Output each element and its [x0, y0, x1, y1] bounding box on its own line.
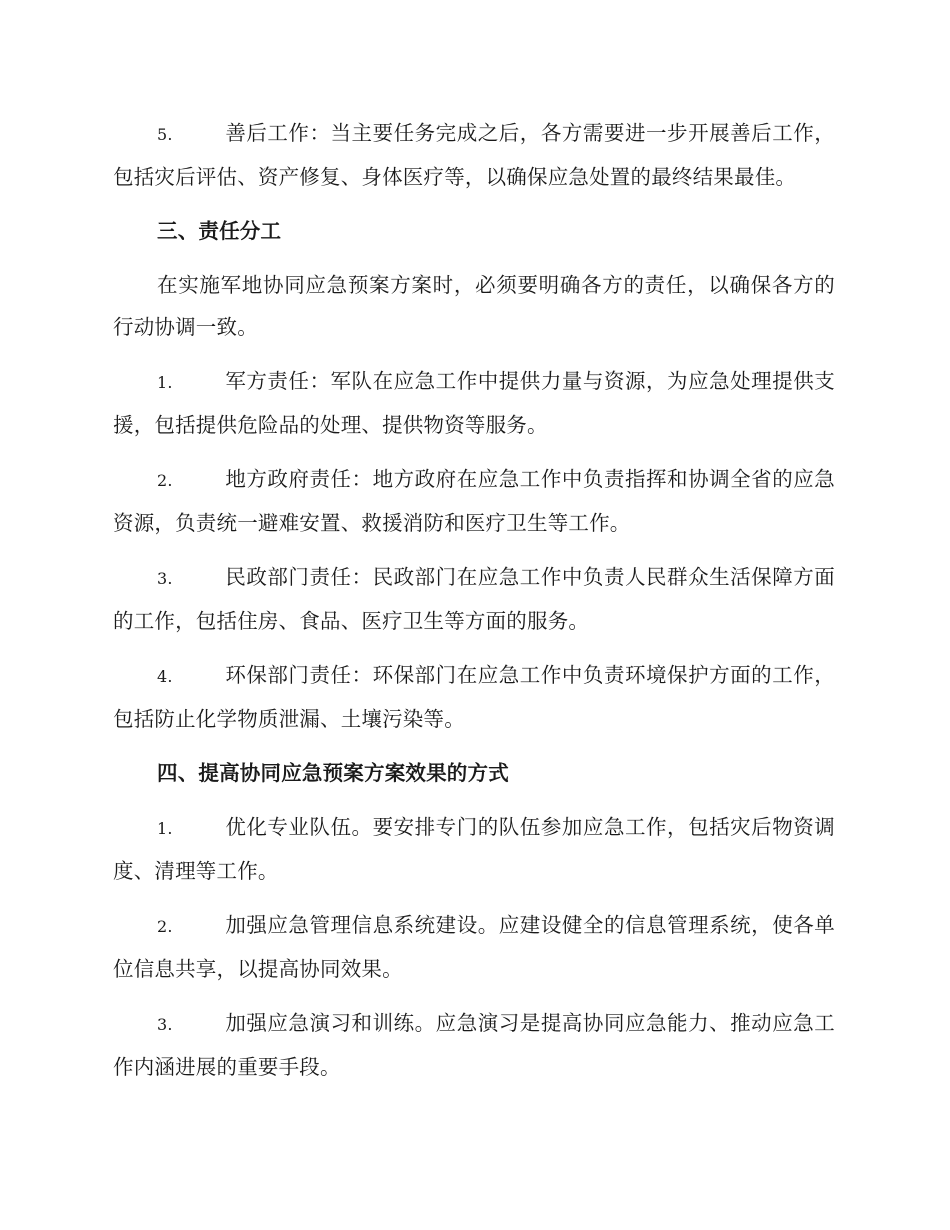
list-item-text: 加强应急管理信息系统建设。应建设健全的信息管理系统，使各单位信息共享，以提高协同效果。 — [113, 913, 835, 981]
list-item-text: 民政部门责任：民政部门在应急工作中负责人民群众生活保障方面的工作，包括住房、食品、医疗卫生等方面的服务。 — [113, 565, 835, 633]
list-number: 1. — [157, 373, 173, 392]
list-item-text: 军方责任：军队在应急工作中提供力量与资源，为应急处理提供支援，包括提供危险品的处理、提供物资等服务。 — [113, 369, 835, 437]
section-heading: 三、责任分工 — [157, 219, 282, 243]
list-item — [113, 806, 835, 892]
paragraph: 在实施军地协同应急预案方案时，必须要明确各方的责任，以确保各方的行动协调一致。 — [113, 273, 835, 339]
list-number: 5. — [157, 125, 173, 144]
list-number: 3. — [157, 1015, 173, 1034]
list-item — [113, 654, 835, 740]
section-heading: 四、提高协同应急预案方案效果的方式 — [157, 761, 509, 785]
list-number: 2. — [157, 471, 173, 490]
list-item — [113, 1002, 835, 1088]
list-item-text: 加强应急演习和训练。应急演习是提高协同应急能力、推动应急工作内涵进展的重要手段。 — [113, 1011, 835, 1079]
list-number: 1. — [157, 819, 173, 838]
list-number: 3. — [157, 569, 173, 588]
list-item — [113, 904, 835, 990]
list-item — [113, 112, 835, 198]
list-item — [113, 360, 835, 446]
list-item-text: 环保部门责任：环保部门在应急工作中负责环境保护方面的工作，包括防止化学物质泄漏、土壤污染等。 — [113, 663, 835, 731]
list-item-text: 优化专业队伍。要安排专门的队伍参加应急工作，包括灾后物资调度、清理等工作。 — [113, 815, 835, 883]
list-item — [113, 556, 835, 642]
document-page — [113, 112, 835, 1100]
list-number: 4. — [157, 667, 173, 686]
list-item-text: 善后工作：当主要任务完成之后，各方需要进一步开展善后工作，包括灾后评估、资产修复、身体医疗等，以确保应急处置的最终结果最佳。 — [113, 121, 835, 189]
list-item-text: 地方政府责任：地方政府在应急工作中负责指挥和协调全省的应急资源，负责统一避难安置、救援消防和医疗卫生等工作。 — [113, 467, 835, 535]
list-number: 2. — [157, 917, 173, 936]
list-item — [113, 458, 835, 544]
